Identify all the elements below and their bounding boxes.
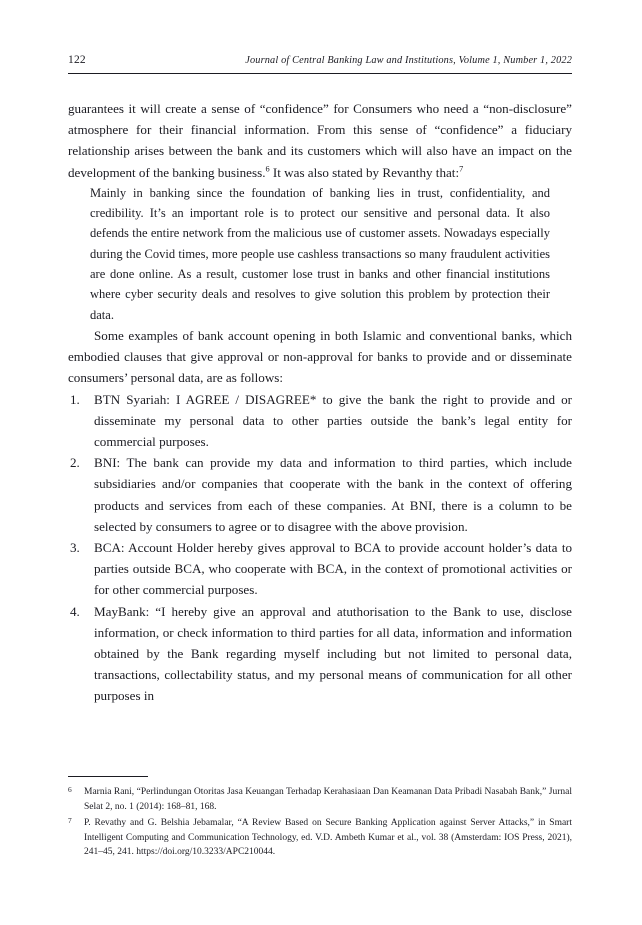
footnote-entry (68, 816, 572, 860)
bank-clause-list (68, 389, 572, 707)
list-item-text: BNI: The bank can provide my data and information to third parties, which include subsidiaries and/or companies that cooperate with the bank in the context of offering products and services from each of these companies. At BNI, there is a column to be selected by consumers to agree or to disagree with the above provision. (94, 455, 572, 534)
paragraph-continuation (68, 98, 572, 183)
footnote-area (68, 776, 572, 862)
list-item-marker: 2. (70, 455, 80, 471)
list-item-marker: 4. (70, 603, 80, 619)
document-body (68, 98, 572, 707)
footnote-marker-6[interactable]: 6 (265, 164, 270, 174)
list-item (68, 601, 572, 707)
header-rule (68, 73, 572, 74)
list-item (68, 389, 572, 453)
list-item-text: MayBank: “I hereby give an approval and atuthorisation to the Bank to use, disclose information, or check information to third parties for all data, information and information obtained by the Bank regarding myself including but not limited to personal data, transactions, collectability status, and my personal means of communication for all other purposes in (94, 603, 572, 704)
block-quote-text: Mainly in banking since the foundation of banking lies in trust, confidentiality, and credibility. It’s an important role is to protect our sensitive and personal data. It also defends the entire network from the malicious use of customer assets. Nowadays especially during the Covid times, more people use cashless transactions so many fraudulent activities are done online. As a result, customer lose trust in banks and other financial institutions where cyber security deals and resolves to give solution this problem by protection their data. (90, 185, 550, 322)
footnote-number: 6 (68, 785, 72, 794)
paragraph-text-a: guarantees it will create a sense of “confidence” for Consumers who need a “non-disclosure” atmosphere for their financial information. From this sense of “confidence” a fiduciary relationship arises between the bank and its customers which will also have an impact on the development of the banking business. (68, 101, 572, 180)
footnote-text: Marnia Rani, “Perlindungan Otoritas Jasa Keuangan Terhadap Kerahasiaan Dan Keamanan Data Pribadi Nasabah Bank,” Jurnal Selat 2, no. 1 (2014): 168–81, 168. (84, 787, 572, 812)
list-item-text: BCA: Account Holder hereby gives approval to BCA to provide account holder’s data to parties outside BCA, who cooperate with BCA, in the context of promotional activities or for other commercial purposes. (94, 539, 572, 598)
footnote-entry (68, 785, 572, 814)
page-number: 122 (68, 54, 86, 66)
footnote-text: P. Revathy and G. Belshia Jebamalar, “A Review Based on Secure Banking Application against Server Attacks,” in Smart Intelligent Computing and Communication Technology, ed. V.D. Ambeth Kumar et al., vol. 38 (Amsterdam: IOS Press, 2021), 241–45, 241. https://doi.org/10.3233/APC210044. (84, 818, 572, 858)
running-title: Journal of Central Banking Law and Institutions, Volume 1, Number 1, 2022 (245, 55, 572, 66)
running-head (68, 54, 572, 66)
list-item (68, 537, 572, 601)
paragraph-text-b: It was also stated by Revanthy that: (269, 164, 460, 180)
list-item (68, 452, 572, 537)
list-item-marker: 1. (70, 391, 80, 407)
footnote-separator-rule (68, 776, 148, 777)
list-item-text: BTN Syariah: I AGREE / DISAGREE* to give the bank the right to provide and or disseminate my personal data to other parties outside the bank’s legal entity for commercial purposes. (94, 391, 572, 449)
block-quote (68, 183, 550, 325)
list-item-marker: 3. (70, 539, 80, 555)
paragraph-examples-intro: Some examples of bank account opening in both Islamic and conventional banks, which embodied clauses that give approval or non-approval for banks to provide and or disseminate consumers’ personal data, are as follows: (68, 327, 572, 386)
footnote-number: 7 (68, 816, 72, 826)
footnote-marker-7[interactable]: 7 (459, 164, 464, 174)
